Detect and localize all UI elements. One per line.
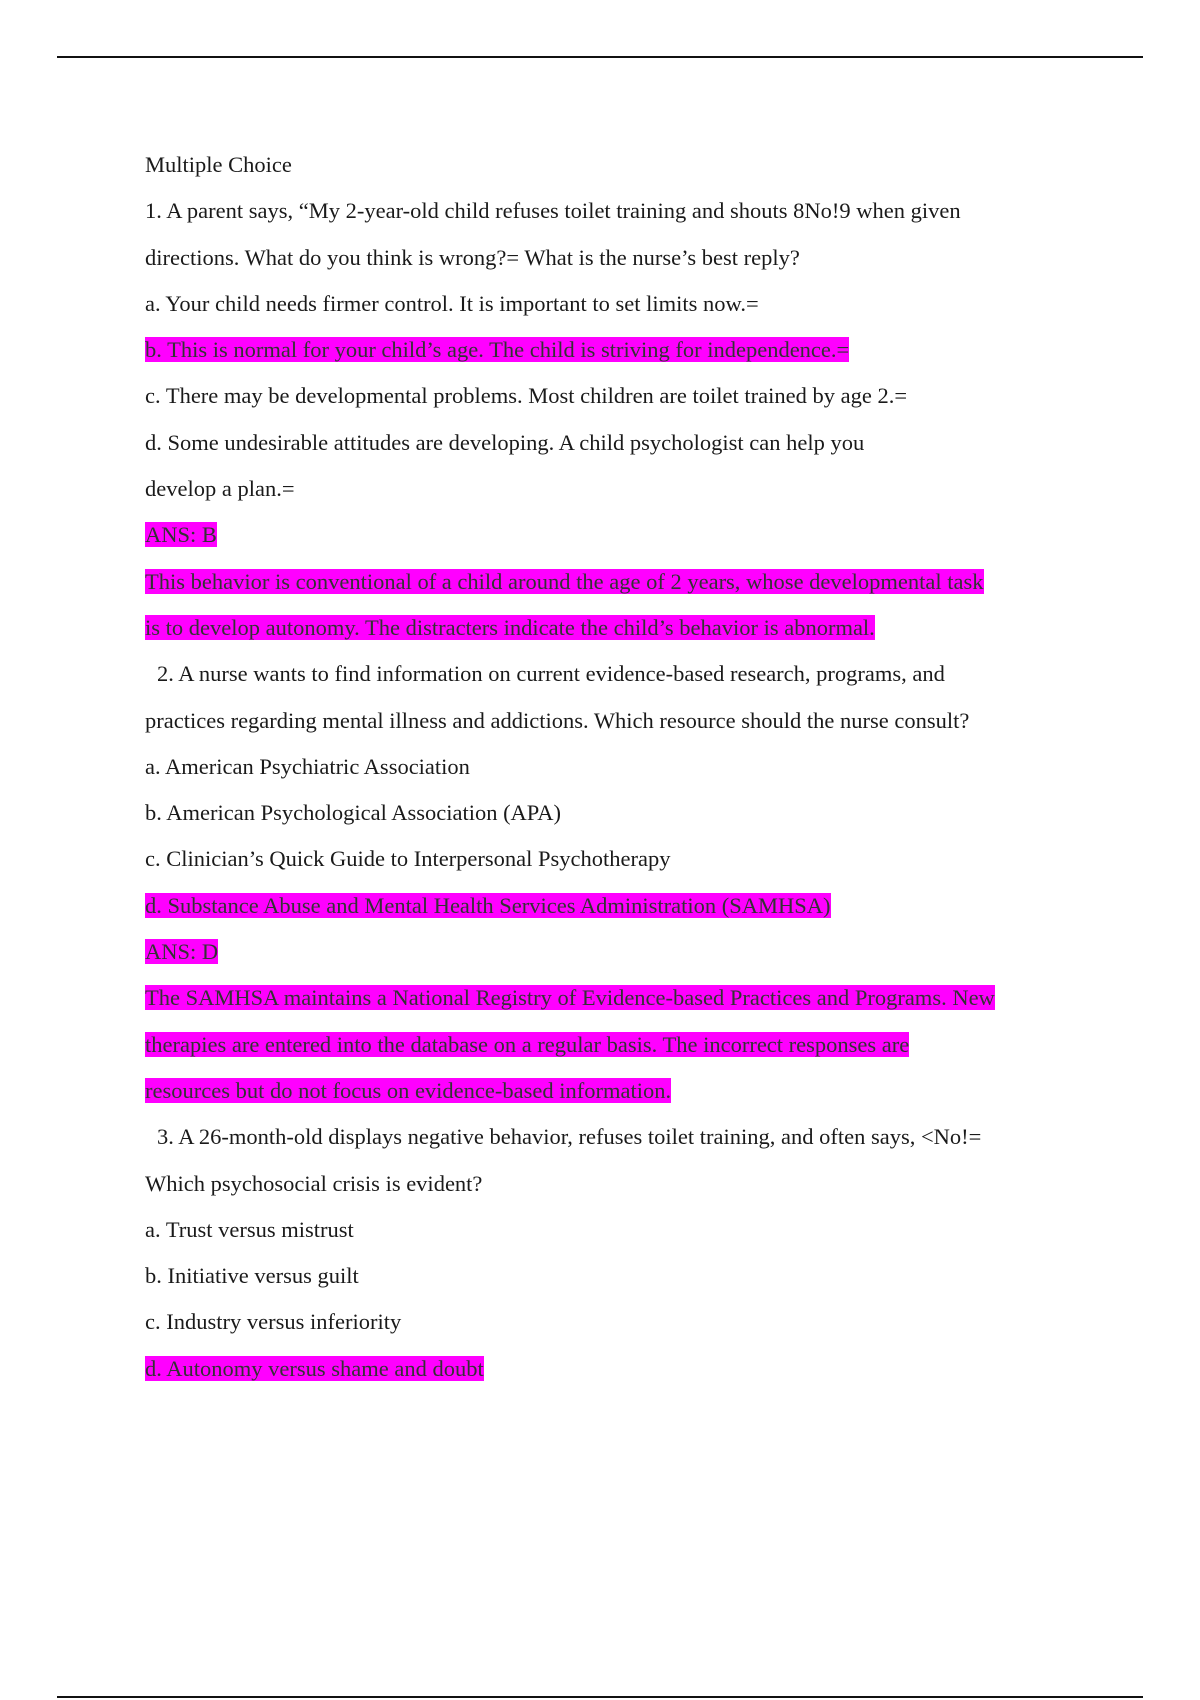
highlighted-text: ANS: D bbox=[145, 939, 219, 965]
highlighted-line bbox=[145, 327, 1085, 373]
text-line bbox=[145, 651, 1085, 697]
text-line bbox=[145, 373, 1085, 419]
line-text: c. There may be developmental problems. Most children are toilet trained by age 2.= bbox=[145, 383, 908, 409]
line-text: directions. What do you think is wrong?= What is the nurse’s best reply? bbox=[145, 244, 800, 270]
highlighted-line bbox=[145, 929, 1085, 975]
highlighted-text: ANS: B bbox=[145, 522, 217, 548]
text-line bbox=[145, 420, 1085, 466]
highlighted-text: d. Substance Abuse and Mental Health Services Administration (SAMHSA) bbox=[145, 892, 831, 918]
section-title-text: Multiple Choice bbox=[145, 152, 292, 177]
line-text: Which psychosocial crisis is evident? bbox=[145, 1170, 483, 1196]
text-line bbox=[145, 188, 1085, 234]
text-line bbox=[145, 698, 1085, 744]
line-text: a. Trust versus mistrust bbox=[145, 1216, 354, 1242]
text-line bbox=[145, 281, 1085, 327]
line-text: 2. A nurse wants to find information on current evidence-based research, programs, and bbox=[157, 661, 945, 687]
line-text: c. Industry versus inferiority bbox=[145, 1309, 402, 1335]
page-bottom-rule bbox=[57, 1696, 1143, 1698]
highlighted-line bbox=[145, 883, 1085, 929]
highlighted-line bbox=[145, 605, 1085, 651]
text-line bbox=[145, 790, 1085, 836]
line-text: a. American Psychiatric Association bbox=[145, 753, 470, 779]
text-line bbox=[145, 1114, 1085, 1160]
line-text: a. Your child needs firmer control. It is important to set limits now.= bbox=[145, 290, 759, 316]
highlighted-line bbox=[145, 1068, 1085, 1114]
text-line bbox=[145, 1299, 1085, 1345]
line-text: d. Some undesirable attitudes are developing. A child psychologist can help you bbox=[145, 429, 865, 455]
highlighted-line bbox=[145, 512, 1085, 558]
text-line bbox=[145, 744, 1085, 790]
line-text: b. American Psychological Association (APA) bbox=[145, 800, 561, 826]
line-text: practices regarding mental illness and addictions. Which resource should the nurse consult? bbox=[145, 707, 970, 733]
question-lines bbox=[145, 188, 1085, 1392]
highlighted-line bbox=[145, 559, 1085, 605]
highlighted-text: is to develop autonomy. The distracters indicate the child’s behavior is abnormal. bbox=[145, 614, 875, 640]
line-text: develop a plan.= bbox=[145, 476, 295, 502]
line-text: b. Initiative versus guilt bbox=[145, 1263, 359, 1289]
line-text: c. Clinician’s Quick Guide to Interpersonal Psychotherapy bbox=[145, 846, 671, 872]
page-top-rule bbox=[57, 56, 1143, 58]
section-title bbox=[145, 142, 1085, 188]
text-line bbox=[145, 466, 1085, 512]
highlighted-text: resources but do not focus on evidence-based information. bbox=[145, 1077, 672, 1103]
highlighted-line bbox=[145, 975, 1085, 1021]
highlighted-text: therapies are entered into the database on a regular basis. The incorrect responses are bbox=[145, 1031, 910, 1057]
text-line bbox=[145, 1253, 1085, 1299]
text-line bbox=[145, 1207, 1085, 1253]
highlighted-text: d. Autonomy versus shame and doubt bbox=[145, 1355, 484, 1381]
highlighted-text: This behavior is conventional of a child around the age of 2 years, whose developmental task bbox=[145, 568, 984, 594]
highlighted-text: b. This is normal for your child’s age. The child is striving for independence.= bbox=[145, 337, 850, 363]
line-text: 1. A parent says, “My 2-year-old child refuses toilet training and shouts 8No!9 when given bbox=[145, 198, 961, 224]
highlighted-line bbox=[145, 1022, 1085, 1068]
text-line bbox=[145, 836, 1085, 882]
text-line bbox=[145, 1161, 1085, 1207]
document-body bbox=[145, 142, 1085, 1392]
highlighted-line bbox=[145, 1346, 1085, 1392]
line-text: 3. A 26-month-old displays negative behavior, refuses toilet training, and often says, <No!= bbox=[157, 1124, 982, 1150]
text-line bbox=[145, 235, 1085, 281]
highlighted-text: The SAMHSA maintains a National Registry of Evidence-based Practices and Programs. New bbox=[145, 985, 995, 1011]
